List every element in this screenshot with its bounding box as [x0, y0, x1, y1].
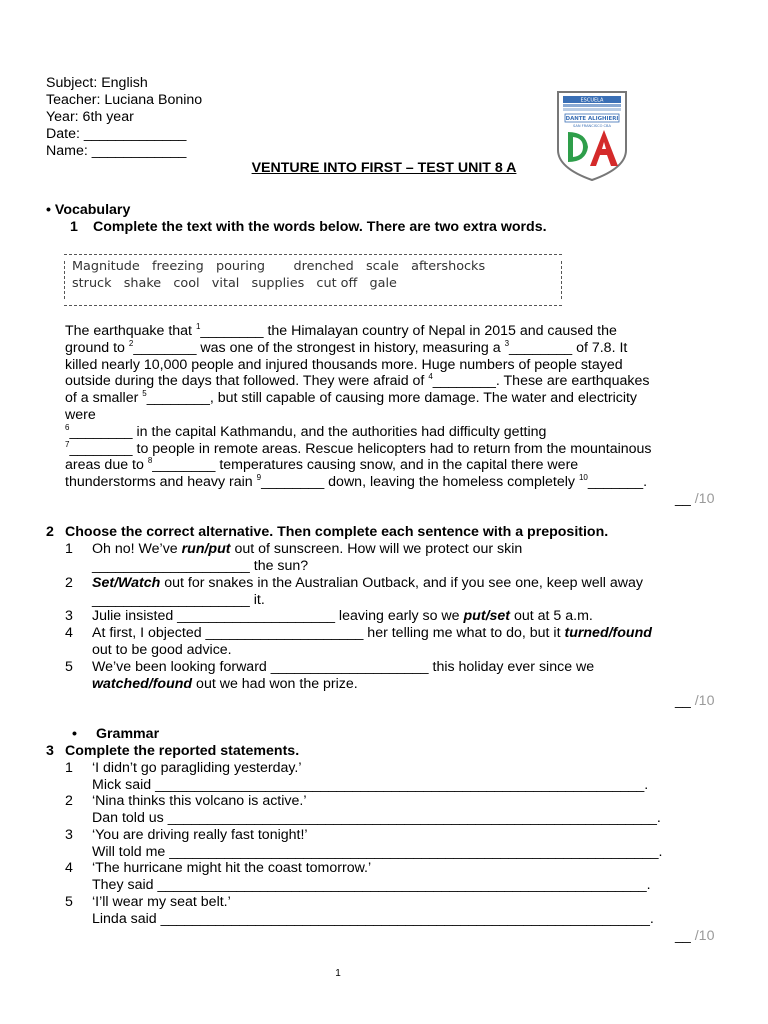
subject-line: Subject: English	[46, 75, 148, 91]
q3-item-1-quote: ‘I didn’t go paragliding yesterday.’	[92, 760, 302, 776]
score-blank: __	[675, 693, 695, 709]
q2-item-number: 2	[65, 575, 73, 591]
q3-item-number: 2	[65, 793, 73, 809]
q3-item-number: 1	[65, 760, 73, 776]
q2-item-number: 1	[65, 541, 73, 557]
word-box-row-1: Magnitude freezing pouring drenched scale aftershocks	[72, 259, 486, 274]
vocabulary-text-line: of a smaller $^5$________, but still capable of causing more damage. The water and electricity	[65, 389, 638, 407]
q2-item-4-line-1: At first, I objected ____________________ her telling me what to do, but it turned/found	[92, 625, 652, 641]
vocabulary-text-line: areas due to $^8$________ temperatures causing snow, and in the capital there were	[65, 456, 579, 474]
vocabulary-text-line: The earthquake that $^1$________ the Himalayan country of Nepal in 2015 and caused the	[65, 322, 617, 339]
q1-instruction: Complete the text with the words below. There are two extra words.	[93, 219, 547, 235]
date-line: Date: _____________	[46, 126, 187, 142]
test-title: VENTURE INTO FIRST – TEST UNIT 8 A	[251, 160, 517, 176]
word-box-row-2: struck shake cool vital supplies cut off gale	[72, 276, 397, 291]
score-blank: __	[675, 928, 695, 944]
q3-item-4-quote: ‘The hurricane might hit the coast tomorrow.’	[92, 860, 372, 876]
q2-item-4-line-2: out to be good advice.	[92, 642, 232, 658]
q3-item-5-quote: ‘I’ll wear my seat belt.’	[92, 894, 231, 910]
score-total: /10	[694, 491, 715, 507]
vocabulary-heading: • Vocabulary	[46, 202, 131, 218]
q2-item-number: 4	[65, 625, 73, 641]
score-total: /10	[694, 928, 715, 944]
q2-item-5-line-2: watched/found out we had won the prize.	[92, 676, 358, 692]
q2-item-2-line-2: ____________________ it.	[92, 592, 265, 608]
q2-item-number: 3	[65, 608, 73, 624]
vocabulary-text-line: $^7$________ to people in remote areas. Rescue helicopters had to return from the mountainous	[65, 439, 652, 457]
vocabulary-text-line: $^6$________ in the capital Kathmandu, and the authorities had difficulty getting	[65, 422, 547, 440]
score-blank: __	[675, 491, 695, 507]
q2-instruction: Choose the correct alternative. Then complete each sentence with a preposition.	[65, 524, 609, 540]
score-total: /10	[694, 693, 715, 709]
logo-top-text: ESCUELA	[580, 97, 604, 104]
q2-item-2-line-1: Set/Watch out for snakes in the Australian Outback, and if you see one, keep well away	[92, 575, 643, 591]
q1-number: 1	[70, 219, 78, 235]
name-line: Name: ____________	[46, 143, 187, 159]
q3-item-number: 4	[65, 860, 73, 876]
vocabulary-text-line: outside during the days that followed. They were afraid of $^4$________. These are earthquakes	[65, 372, 650, 390]
vocabulary-text	[65, 323, 725, 491]
page-number: 1	[335, 968, 341, 979]
q2-item-5-line-1: We’ve been looking forward ____________________ this holiday ever since we	[92, 659, 595, 675]
logo-name: DANTE ALIGHIERI	[565, 116, 619, 122]
logo-city: SAN FRANCISCO CBA	[573, 124, 611, 128]
teacher-line: Teacher: Luciana Bonino	[46, 92, 203, 108]
q2-item-1-line-1: Oh no! We’ve run/put out of sunscreen. How will we protect our skin	[92, 541, 523, 557]
word-box	[64, 254, 562, 306]
q3-number: 3	[46, 743, 54, 759]
q2-item-1-line-2: ____________________ the sun?	[92, 558, 309, 574]
q3-item-number: 5	[65, 894, 73, 910]
q2-number: 2	[46, 524, 54, 540]
year-line: Year: 6th year	[46, 109, 134, 125]
q3-instruction: Complete the reported statements.	[65, 743, 300, 759]
grammar-heading: Grammar	[96, 726, 160, 742]
vocabulary-text-line: were	[65, 406, 96, 423]
q3-item-2-answer: Dan told us ______________________________________________________________.	[92, 810, 661, 826]
vocabulary-text-line: ground to $^2$________ was one of the strongest in history, measuring a $^3$________ of 7.8. It	[65, 338, 628, 356]
q2-score	[675, 693, 714, 710]
bullet-icon: •	[72, 726, 77, 742]
q3-item-3-answer: Will told me ______________________________________________________________.	[92, 844, 663, 860]
grammar-score	[675, 928, 714, 945]
q3-item-2-quote: ‘Nina thinks this volcano is active.’	[92, 793, 307, 809]
q2-item-number: 5	[65, 659, 73, 675]
q3-item-3-quote: ‘You are driving really fast tonight!’	[92, 827, 308, 843]
q3-item-1-answer: Mick said ______________________________________________________________.	[92, 777, 649, 793]
q3-item-5-answer: Linda said ______________________________________________________________.	[92, 911, 654, 927]
vocabulary-text-line: killed nearly 10,000 people and injured thousands more. Huge numbers of people stayed	[65, 356, 623, 373]
q2-item-3-line-1: Julie insisted ____________________ leaving early so we put/set out at 5 a.m.	[92, 608, 593, 624]
q3-item-number: 3	[65, 827, 73, 843]
q3-item-4-answer: They said ______________________________________________________________.	[92, 877, 651, 893]
vocabulary-score	[675, 491, 714, 508]
vocabulary-text-line: thunderstorms and heavy rain $^9$________ down, leaving the homeless completely $^{10}$_______.	[65, 473, 648, 491]
